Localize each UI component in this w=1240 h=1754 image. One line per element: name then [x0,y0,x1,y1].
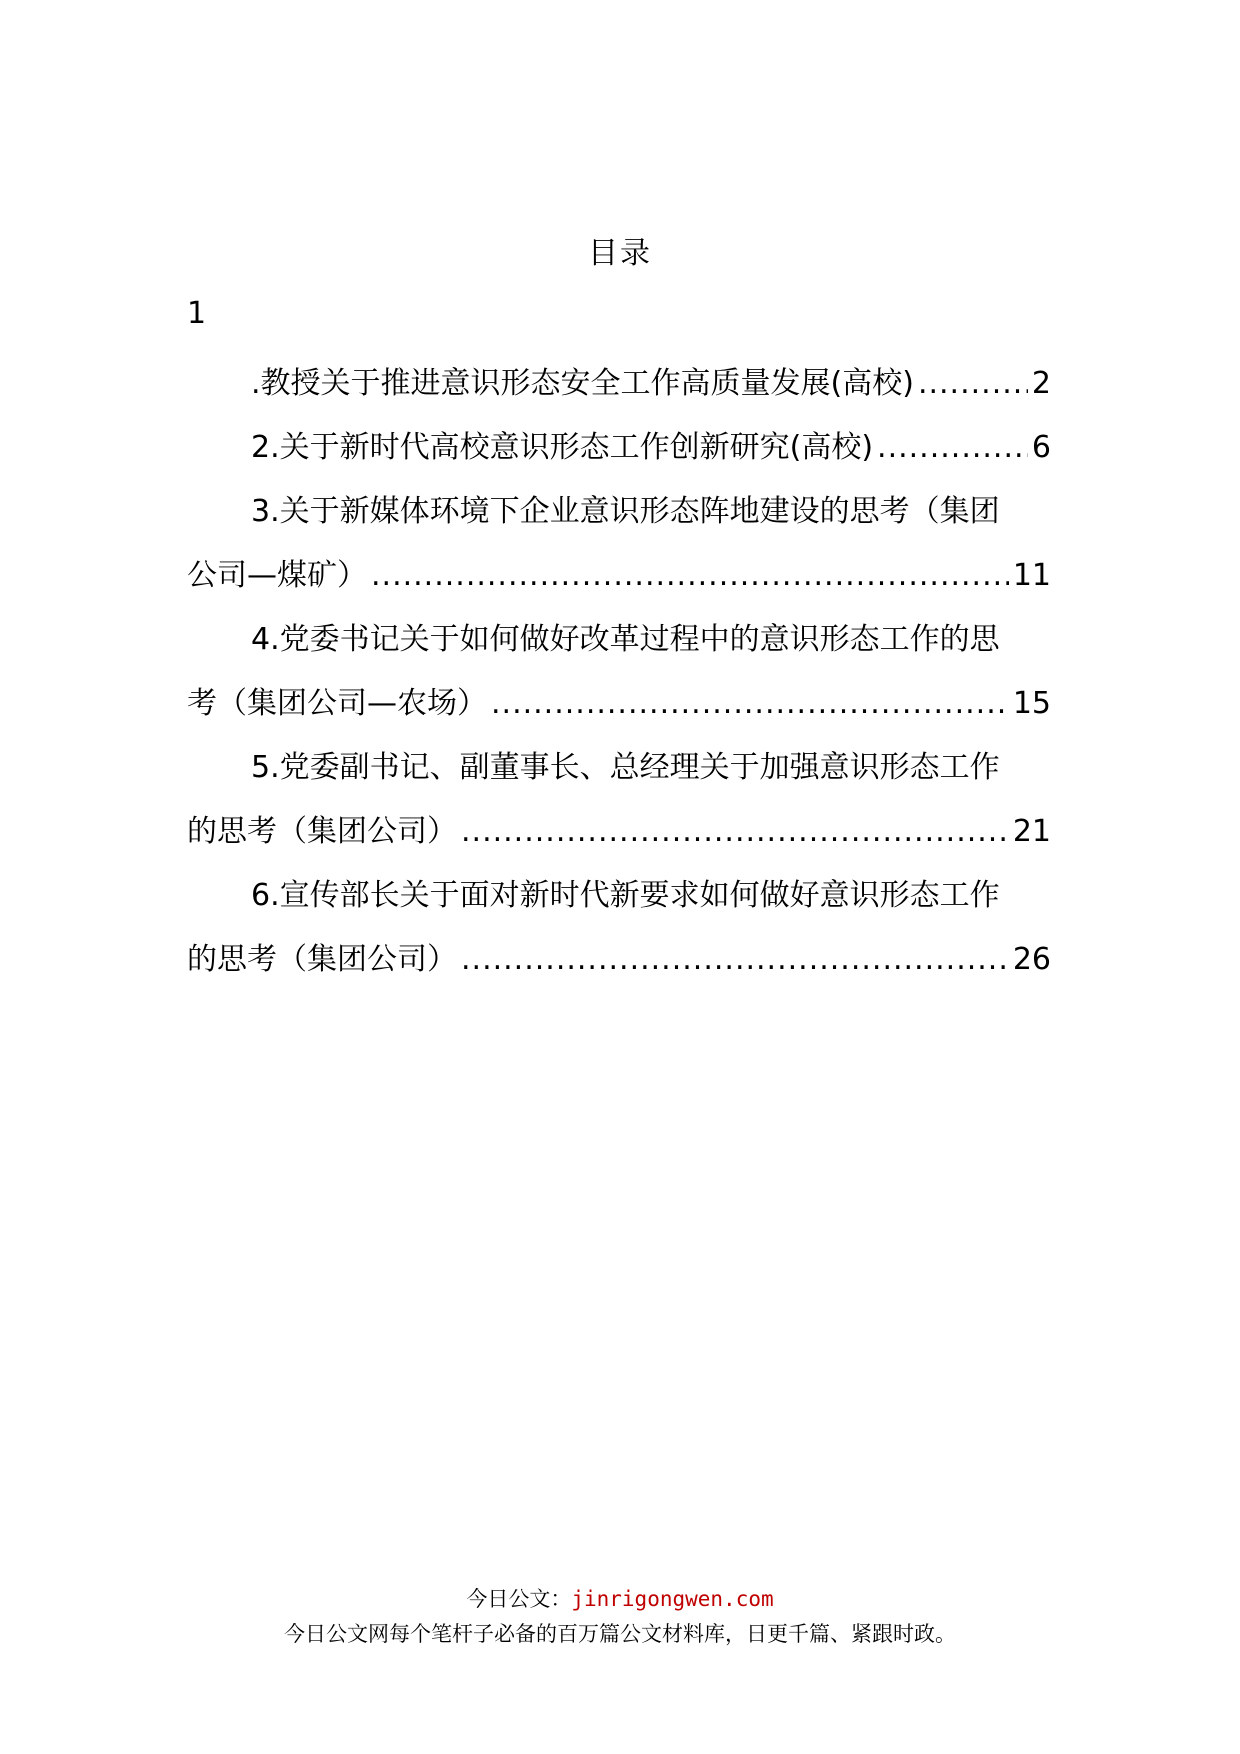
toc-page-number: 6 [1031,430,1051,465]
toc-entry[interactable] [187,608,1051,736]
toc-entry-text: 5.党委副书记、副董事长、总经理关于加强意识形态工作 [251,750,1000,785]
footer-site-url[interactable]: jinrigongwen.com [571,1587,774,1611]
toc-page-number: 21 [1012,814,1051,849]
toc-entry-text-cont: 公司—煤矿） [187,558,367,593]
toc-leader-dots [877,416,1028,480]
toc-leader-dots [491,672,1009,736]
toc-entry-text: .教授关于推进意识形态安全工作高质量发展(高校) [251,366,914,401]
footer-site-label: 今日公文： [466,1587,572,1611]
toc-entry[interactable] [187,416,1051,480]
toc-list [187,352,1051,992]
toc-page-number: 11 [1012,558,1051,593]
toc-page-number: 2 [1031,366,1051,401]
footer-tagline: 今日公文网每个笔杆子必备的百万篇公文材料库，日更千篇、紧跟时政。 [284,1622,956,1646]
toc-entry-text: 3.关于新媒体环境下企业意识形态阵地建设的思考（集团 [251,494,1000,529]
toc-leader-dots [461,928,1009,992]
toc-page-number: 15 [1012,686,1051,721]
toc-entry-text-cont: 的思考（集团公司） [187,814,457,849]
toc-entry[interactable] [187,736,1051,864]
toc-leader-dots [461,800,1009,864]
toc-entry[interactable] [187,480,1051,608]
toc-entry[interactable] [187,352,1051,416]
toc-leader-dots [371,544,1009,608]
toc-entry-text: 6.宣传部长关于面对新时代新要求如何做好意识形态工作 [251,878,1000,913]
toc-leader-dots [918,352,1028,416]
toc-entry[interactable] [187,864,1051,992]
footer-site-line [0,1583,1240,1613]
toc-entry-text: 4.党委书记关于如何做好改革过程中的意识形态工作的思 [251,622,1000,657]
toc-title: 目录 [588,236,652,271]
toc-entry-text: 2.关于新时代高校意识形态工作创新研究(高校) [251,430,874,465]
toc-lead-number: 1 [187,296,207,331]
toc-entry-text-cont: 的思考（集团公司） [187,942,457,977]
toc-entry-text-cont: 考（集团公司—农场） [187,686,487,721]
toc-page-number: 26 [1012,942,1051,977]
